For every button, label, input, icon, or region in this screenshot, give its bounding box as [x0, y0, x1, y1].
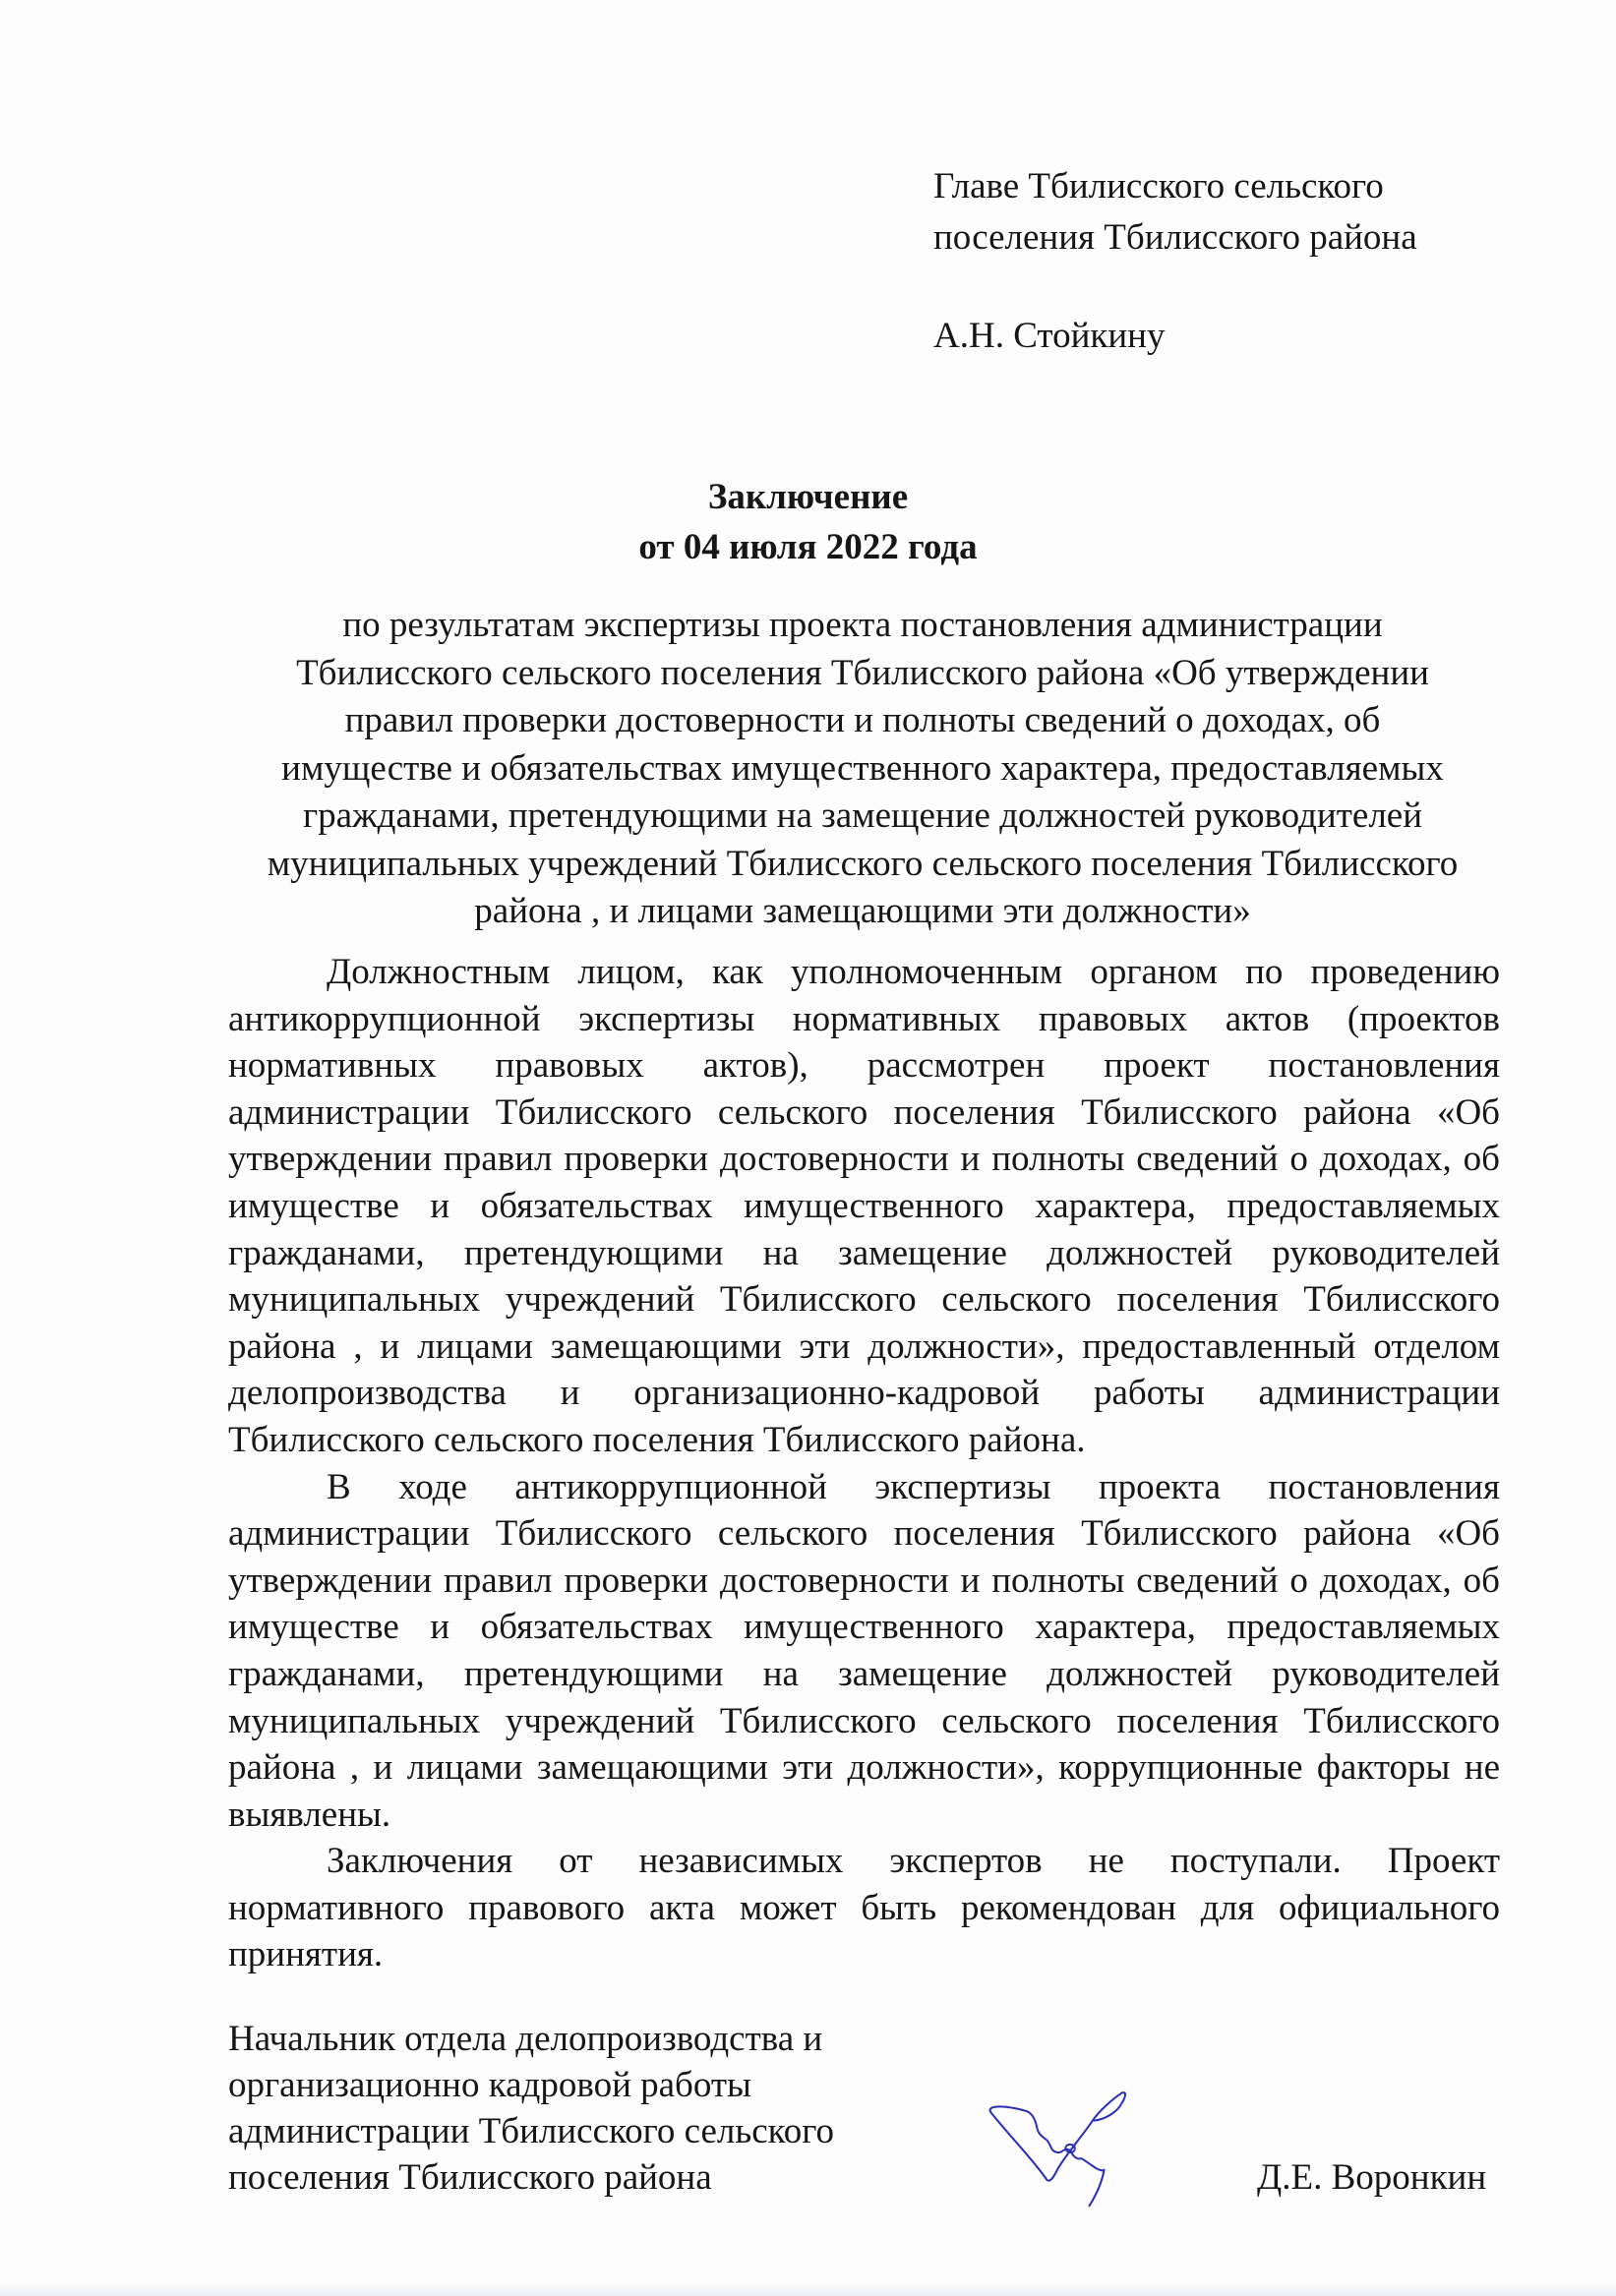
body-paragraph: Заключения от независимых экспертов не поступали. Проект нормативного правового акта может быть рекомендован для официального принятия. [228, 1841, 1500, 1975]
document-body [228, 949, 1500, 1978]
subject-line: правил проверки достоверности и полноты сведений о доходах, об [344, 700, 1381, 740]
position-line: поселения Тбилисского района [228, 2157, 712, 2198]
addressee-block [933, 161, 1417, 362]
position-line: администрации Тбилисского сельского [228, 2111, 835, 2151]
body-paragraph: Должностным лицом, как уполномоченным органом по проведению антикоррупционной экспертизы нормативных правовых актов (проектов нормативных правовых актов), рассмотрен проект постановления администрации Тбилисского сельского поселения Тбилисского района «Об утверждении правил проверки достоверности и полноты сведений о доходах, об имуществе и обязательствах имущественного характера, предоставляемых гражданами, претендующими на замещение должностей руководителей муниципальных учреждений Тбилисского сельского поселения Тбилисского района , и лицами замещающими эти должности», предоставленный отделом делопроизводства и организационно-кадровой работы администрации Тбилисского сельского поселения Тбилисского района. [228, 952, 1500, 1460]
title-date: от 04 июля 2022 года [638, 527, 978, 567]
signature-stroke [990, 2092, 1125, 2206]
subject-line: гражданами, претендующими на замещение должностей руководителей [302, 795, 1423, 836]
position-line: организационно кадровой работы [228, 2065, 751, 2105]
addressee-line: поселения Тбилисского района [933, 217, 1417, 258]
document-title [0, 472, 1616, 572]
subject-line: района , и лицами замещающими эти должности» [474, 891, 1251, 931]
position-line: Начальник отдела делопроизводства и [228, 2019, 823, 2059]
addressee-line: Главе Тбилисского сельского [933, 166, 1384, 206]
handwritten-signature [959, 2070, 1141, 2217]
body-paragraph: В ходе антикоррупционной экспертизы проекта постановления администрации Тбилисского сельского поселения Тбилисского района «Об утверждении правил проверки достоверности и полноты сведений о доходах, об имуществе и обязательствах имущественного характера, предоставляемых гражданами, претендующими на замещение должностей руководителей муниципальных учреждений Тбилисского сельского поселения Тбилисского района , и лицами замещающими эти должности», коррупционные факторы не выявлены. [228, 1466, 1500, 1835]
document-subject [228, 602, 1497, 936]
subject-line: Тбилисского сельского поселения Тбилисского района «Об утверждении [296, 652, 1429, 693]
title-heading: Заключение [707, 477, 909, 517]
signatory-position [228, 2016, 834, 2201]
subject-line: по результатам экспертизы проекта постановления администрации [342, 605, 1383, 645]
page-edge [0, 2282, 1616, 2296]
subject-line: муниципальных учреждений Тбилисского сельского поселения Тбилисского [267, 843, 1459, 884]
subject-line: имуществе и обязательствах имущественного характера, предоставляемых [281, 747, 1444, 789]
addressee-name: А.Н. Стойкину [933, 316, 1166, 356]
signer-name: Д.Е. Воронкин [1257, 2157, 1487, 2198]
